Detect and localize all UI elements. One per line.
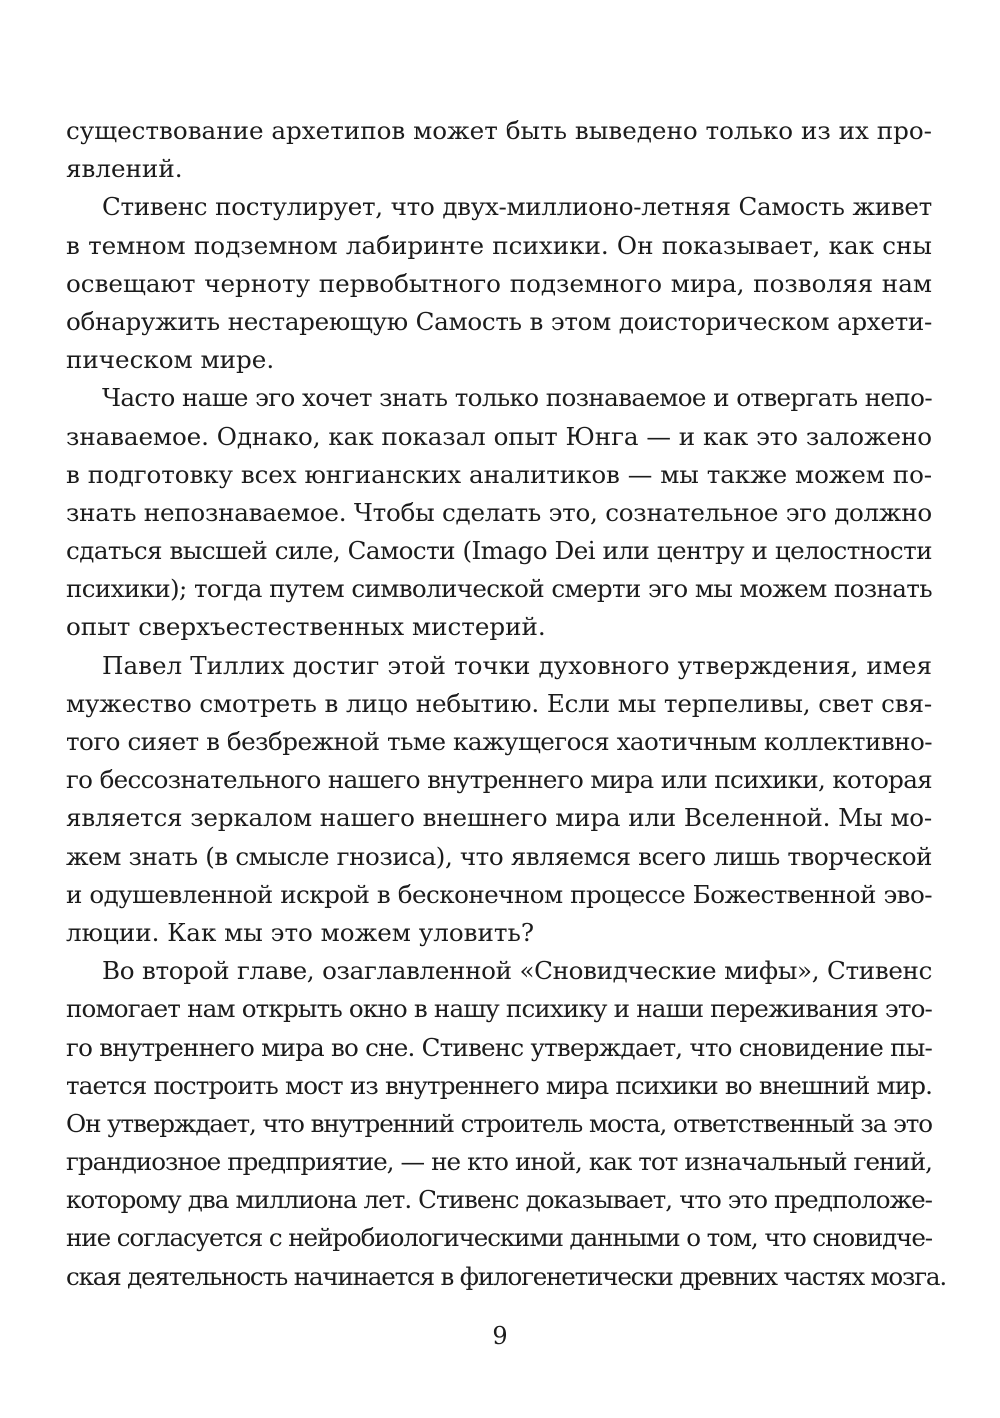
paragraph-1 (66, 112, 932, 188)
page-body (66, 112, 947, 1296)
text-line: опыт сверхъестественных мистерий. (66, 612, 546, 642)
text-line: жем знать (в смысле гнозиса), что являемся всего лишь творческой (66, 841, 932, 871)
paragraph-4 (66, 647, 932, 953)
text-line: существование архетипов может быть выведено только из их про- (66, 116, 932, 145)
text-line: освещают черноту первобытного подземного мира, позволяя нам (66, 268, 932, 298)
text-line: того сияет в безбрежной тьме кажущегося хаотичным коллективно- (66, 727, 932, 756)
text-line: тается построить мост из внутреннего мира психики во внешний мир. (66, 1070, 932, 1100)
text-line: помогает нам открыть окно в нашу психику и наши переживания это- (66, 994, 932, 1024)
text-line: го внутреннего мира во сне. Стивенс утверждает, что сновидение пы- (66, 1032, 932, 1062)
text-line: мужество смотреть в лицо небытию. Если мы терпеливы, свет свя- (66, 688, 932, 718)
text-line: Во второй главе, озаглавленной «Сновидческие мифы», Стивенс (102, 956, 932, 986)
text-line: обнаружить нестареющую Самость в этом доисторическом архети- (66, 306, 932, 336)
text-line: психики); тогда путем символической смерти эго мы можем познать (66, 574, 932, 604)
text-line: грандиозное предприятие, — не кто иной, как тот изначальный гений, (66, 1147, 932, 1177)
text-line: Часто наше эго хочет знать только познаваемое и отвергать непо- (102, 383, 932, 413)
text-line: ние согласуется с нейробиологическими данными о том, что сновидче- (66, 1223, 932, 1253)
paragraph-3 (66, 379, 932, 646)
text-line: которому два миллиона лет. Стивенс доказывает, что это предположе- (66, 1185, 932, 1215)
text-line: люции. Как мы это можем уловить? (66, 917, 535, 947)
text-line: Павел Тиллих достиг этой точки духовного утверждения, имея (102, 650, 932, 680)
text-line: в темном подземном лабиринте психики. Он показывает, как сны (66, 230, 932, 260)
text-line: является зеркалом нашего внешнего мира или Вселенной. Мы мо- (66, 803, 932, 833)
text-line: го бессознательного нашего внутреннего мира или психики, которая (66, 765, 932, 795)
text-line: знать непознаваемое. Чтобы сделать это, сознательное эго должно (66, 497, 932, 527)
text-line: пическом мире. (66, 345, 275, 375)
text-line: знаваемое. Однако, как показал опыт Юнга — и как это заложено (66, 421, 932, 451)
paragraph-5 (66, 952, 947, 1296)
text-line: сдаться высшей силе, Самости (Imago Dei или центру и целостности (66, 536, 932, 566)
page-number: 9 (492, 1322, 508, 1350)
text-line: и одушевленной искрой в бесконечном процессе Божественной эво- (66, 879, 932, 909)
text-line: Он утверждает, что внутренний строитель моста, ответственный за это (66, 1108, 932, 1138)
text-line: Стивенс постулирует, что двух-миллионо-летняя Самость живет (102, 192, 932, 222)
text-line: явлений. (66, 154, 183, 184)
text-line: ская деятельность начинается в филогенетически древних частях мозга. (66, 1261, 947, 1291)
text-line: в подготовку всех юнгианских аналитиков — мы также можем по- (66, 459, 932, 489)
paragraph-2 (66, 188, 932, 379)
